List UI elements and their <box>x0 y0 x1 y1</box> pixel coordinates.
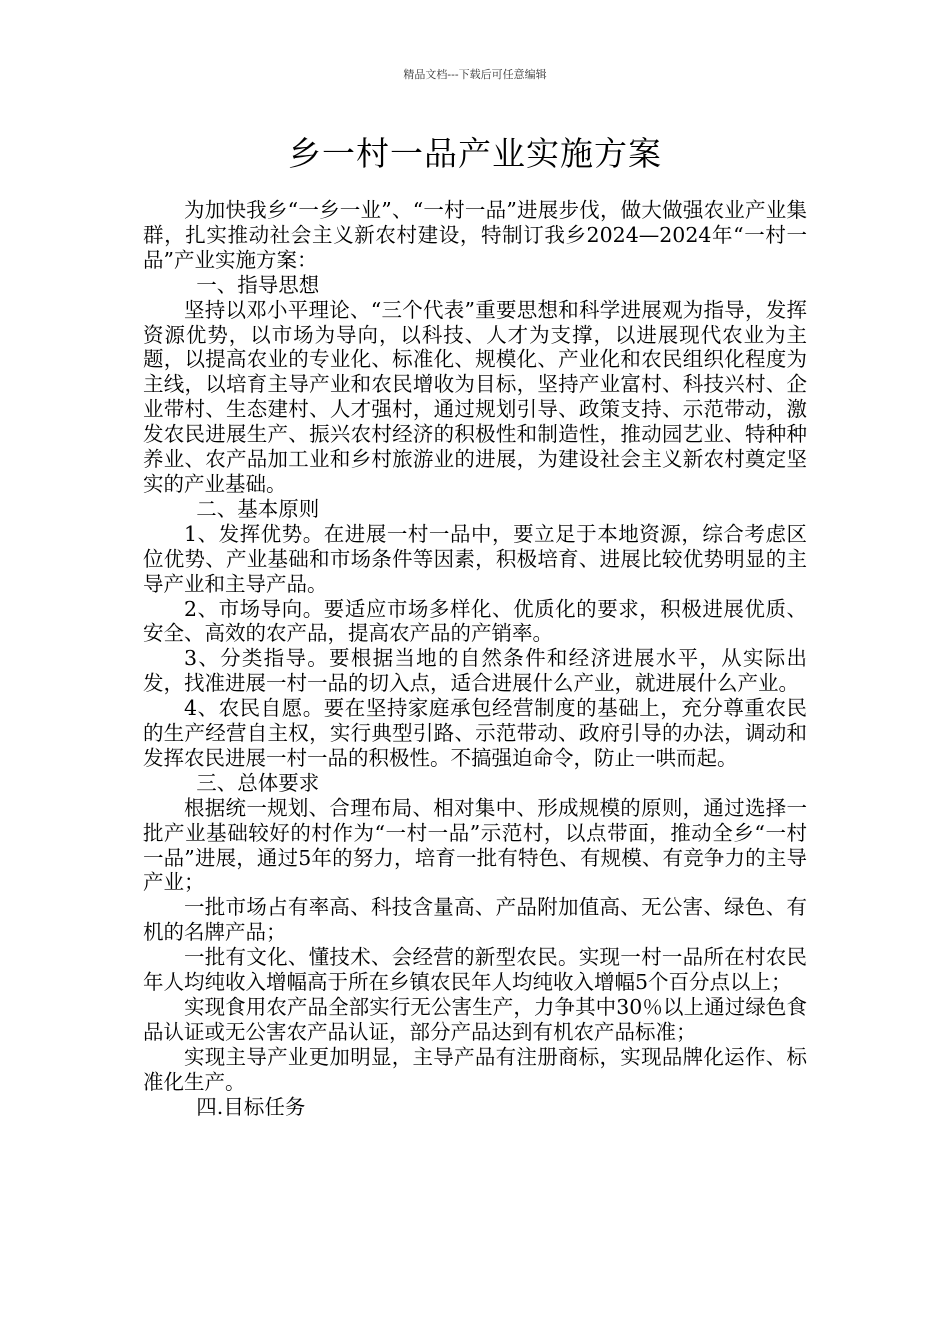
paragraph-requirements-2: 一批市场占有率高、科技含量高、产品附加值高、无公害、绿色、有机的名牌产品； <box>143 895 807 945</box>
paragraph-principle-1: 1、发挥优势。在进展一村一品中，要立足于本地资源，综合考虑区位优势、产业基础和市场条件等因素，积极培育、进展比较优势明显的主导产业和主导产品。 <box>143 521 807 596</box>
paragraph-principle-4: 4、农民自愿。要在坚持家庭承包经营制度的基础上，充分尊重农民的生产经营自主权，实行典型引路、示范带动、政府引导的办法，调动和发挥农民进展一村一品的积极性。不搞强迫命令，防止一哄而起。 <box>143 696 807 770</box>
paragraph-principle-3: 3、分类指导。要根据当地的自然条件和经济进展水平，从实际出发，找准进展一村一品的切入点，适合进展什么产业，就进展什么产业。 <box>143 646 807 696</box>
section-heading-basic-principles: 二、基本原则 <box>196 496 320 521</box>
section-heading-guiding-thought: 一、指导思想 <box>196 272 320 297</box>
header-note: 精品文档---下载后可任意编辑 <box>403 68 547 81</box>
paragraph-requirements-4: 实现食用农产品全部实行无公害生产，力争其中30％以上通过绿色食品认证或无公害农产品认证，部分产品达到有机农产品标准； <box>143 995 807 1044</box>
section-heading-overall-requirements: 三、总体要求 <box>196 770 320 795</box>
paragraph-requirements-1: 根据统一规划、合理布局、相对集中、形成规模的原则，通过选择一批产业基础较好的村作为“一村一品”示范村，以点带面，推动全乡“一村一品”进展，通过5年的努力，培育一批有特色、有规模、有竞争力的主导产业； <box>143 795 807 895</box>
paragraph-principle-2: 2、市场导向。要适应市场多样化、优质化的要求，积极进展优质、安全、高效的农产品，提高农产品的产销率。 <box>143 596 807 646</box>
paragraph-requirements-5: 实现主导产业更加明显，主导产品有注册商标，实现品牌化运作、标准化生产。 <box>143 1044 807 1094</box>
paragraph-intro: 为加快我乡“一乡一业”、“一村一品”进展步伐，做大做强农业产业集群，扎实推动社会主义新农村建设，特制订我乡2024—2024年“一村一品”产业实施方案： <box>143 198 807 272</box>
document-body <box>143 198 807 1120</box>
document-title: 乡一村一品产业实施方案 <box>288 134 662 173</box>
paragraph-requirements-3: 一批有文化、懂技术、会经营的新型农民。实现一村一品所在村农民年人均纯收入增幅高于所在乡镇农民年人均纯收入增幅5个百分点以上； <box>143 945 807 995</box>
paragraph-guiding-thought: 坚持以邓小平理论、“三个代表”重要思想和科学进展观为指导，发挥资源优势，以市场为导向，以科技、人才为支撑，以进展现代农业为主题，以提高农业的专业化、标准化、规模化、产业化和农民组织化程度为主线，以培育主导产业和农民增收为目标，坚持产业富村、科技兴村、企业带村、生态建村、人才强村，通过规划引导、政策支持、示范带动，激发农民进展生产、振兴农村经济的积极性和制造性，推动园艺业、特种种养业、农产品加工业和乡村旅游业的进展，为建设社会主义新农村奠定坚实的产业基础。 <box>143 297 807 496</box>
section-heading-goals-tasks: 四.目标任务 <box>196 1094 306 1119</box>
